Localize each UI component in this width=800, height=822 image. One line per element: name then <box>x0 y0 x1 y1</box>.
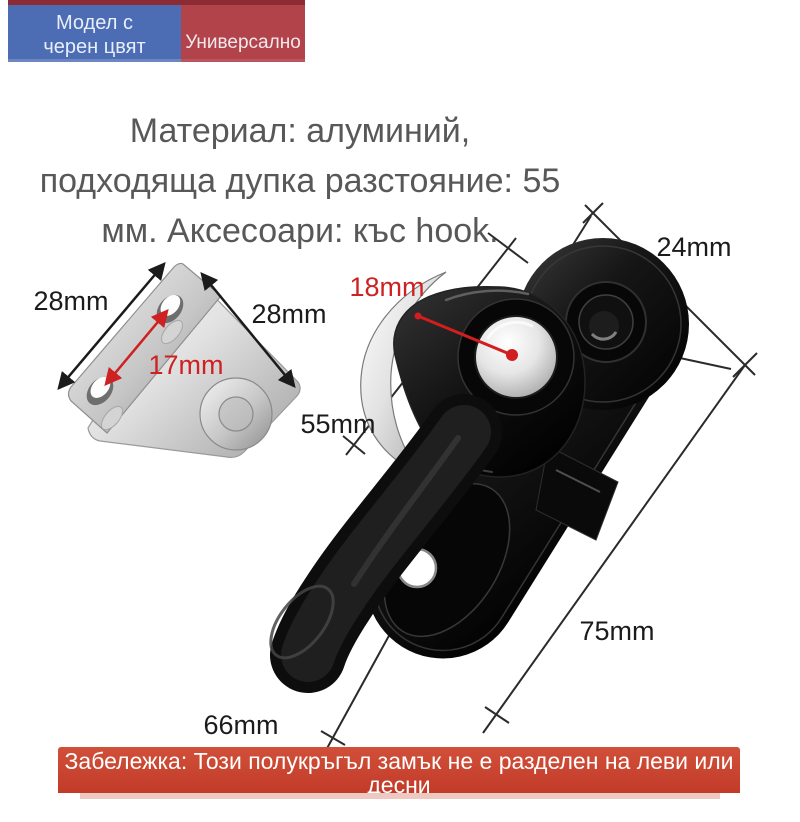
dim-tick <box>485 707 509 723</box>
description-line1: Материал: алуминий, <box>129 112 471 150</box>
badge-black-model-line2: черен цвят <box>43 36 146 58</box>
dim-label-button: 18mm <box>349 272 425 302</box>
dim-label-hole-spacing: 17mm <box>148 350 224 380</box>
dim-label-bracket-right: 28mm <box>251 299 327 329</box>
note-line1: Забележка: Този полукръгъл замък не е разделен на леви или десни <box>64 748 734 798</box>
badge-universal-label: Универсално <box>185 32 301 53</box>
note-line2: (универсален за двата вида). <box>241 796 557 822</box>
note-banner-shadow <box>80 793 720 799</box>
dim-tick <box>321 731 345 745</box>
dim-label-head-width: 24mm <box>656 232 732 262</box>
dim-label-body-length: 75mm <box>579 616 655 646</box>
dim-label-bracket-left: 28mm <box>33 286 109 316</box>
dim-label-handle-length: 66mm <box>203 710 279 740</box>
dim-tick <box>488 233 528 263</box>
dim-label-upper-length: 55mm <box>300 409 376 439</box>
note-banner <box>58 747 740 822</box>
description-line3: мм. Аксесоари: къс hook. <box>101 212 499 250</box>
description-line2: подходяща дупка разстояние: 55 <box>39 162 561 200</box>
badge-black-model-line1: Модел с <box>56 12 133 34</box>
